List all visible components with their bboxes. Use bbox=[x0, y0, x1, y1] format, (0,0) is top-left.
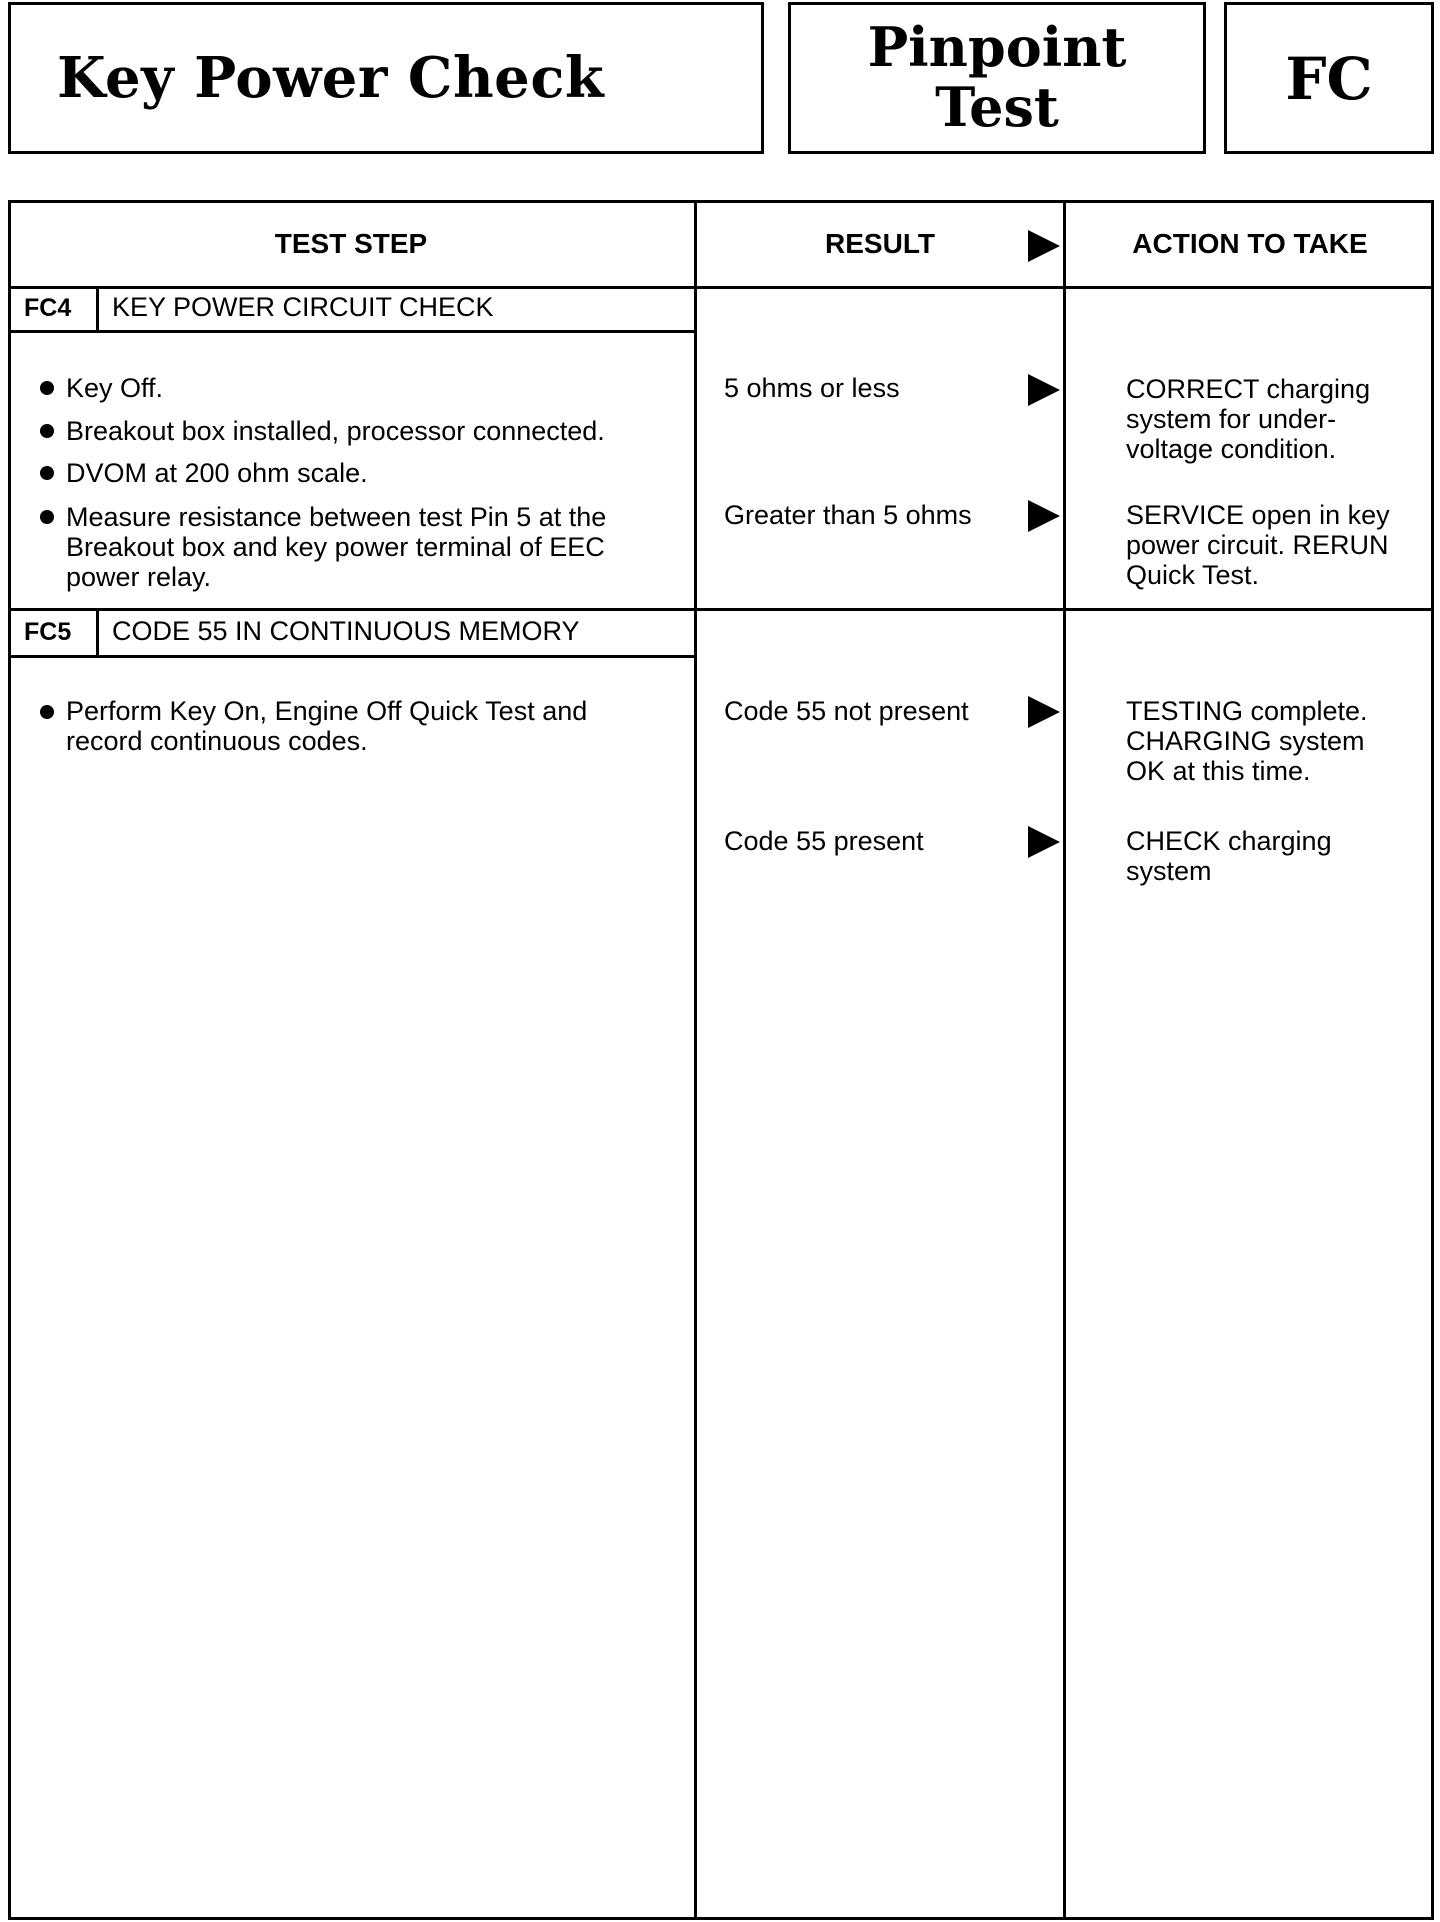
step-instruction: Breakout box installed, processor connected. bbox=[66, 416, 605, 446]
step-divider bbox=[8, 330, 696, 333]
bullet-icon bbox=[40, 381, 54, 395]
result-text: Code 55 present bbox=[724, 826, 924, 856]
bullet-icon bbox=[40, 510, 54, 524]
step-code-divider bbox=[96, 611, 99, 656]
arrow-right-icon bbox=[1028, 374, 1060, 406]
step-code-fc5: FC5 bbox=[24, 618, 72, 646]
step-title-fc5: CODE 55 IN CONTINUOUS MEMORY bbox=[112, 616, 580, 646]
test-code: FC bbox=[1285, 45, 1373, 113]
column-header-result: RESULT bbox=[825, 228, 935, 259]
header-row-divider bbox=[8, 286, 1434, 289]
column-header-test-step: TEST STEP bbox=[274, 228, 428, 259]
arrow-right-icon bbox=[1028, 826, 1060, 858]
step-instruction: DVOM at 200 ohm scale. bbox=[66, 458, 368, 488]
pinpoint-test-label: Pinpoint Test bbox=[867, 15, 1127, 139]
column-header-action: ACTION TO TAKE bbox=[1132, 228, 1368, 259]
action-text: TESTING complete. CHARGING system OK at this time. bbox=[1126, 696, 1368, 786]
page-title: Key Power Check bbox=[57, 45, 605, 111]
title-box bbox=[8, 2, 764, 154]
bullet-icon bbox=[40, 705, 54, 719]
test-code-box bbox=[1224, 2, 1434, 154]
result-text: 5 ohms or less bbox=[724, 373, 900, 403]
pinpoint-test-box bbox=[788, 2, 1206, 154]
arrow-right-icon bbox=[1028, 230, 1060, 262]
column-divider bbox=[1063, 200, 1066, 1920]
step-title-fc4: KEY POWER CIRCUIT CHECK bbox=[112, 292, 494, 322]
step-instruction: Measure resistance between test Pin 5 at the Breakout box and key power terminal of EEC power relay. bbox=[66, 502, 607, 592]
action-text: CORRECT charging system for under- voltage condition. bbox=[1126, 374, 1371, 464]
row-divider bbox=[8, 608, 1434, 611]
action-text: SERVICE open in key power circuit. RERUN Quick Test. bbox=[1126, 500, 1390, 590]
step-code-fc4: FC4 bbox=[24, 294, 72, 322]
arrow-right-icon bbox=[1028, 500, 1060, 532]
column-divider bbox=[694, 200, 697, 1920]
step-instruction: Key Off. bbox=[66, 373, 164, 403]
result-text: Code 55 not present bbox=[724, 696, 969, 726]
arrow-right-icon bbox=[1028, 696, 1060, 728]
step-instruction: Perform Key On, Engine Off Quick Test and record continuous codes. bbox=[66, 696, 588, 756]
result-text: Greater than 5 ohms bbox=[724, 500, 972, 530]
bullet-icon bbox=[40, 424, 54, 438]
bullet-icon bbox=[40, 466, 54, 480]
step-divider bbox=[8, 655, 696, 658]
step-code-divider bbox=[96, 289, 99, 331]
action-text: CHECK charging system bbox=[1126, 826, 1332, 886]
